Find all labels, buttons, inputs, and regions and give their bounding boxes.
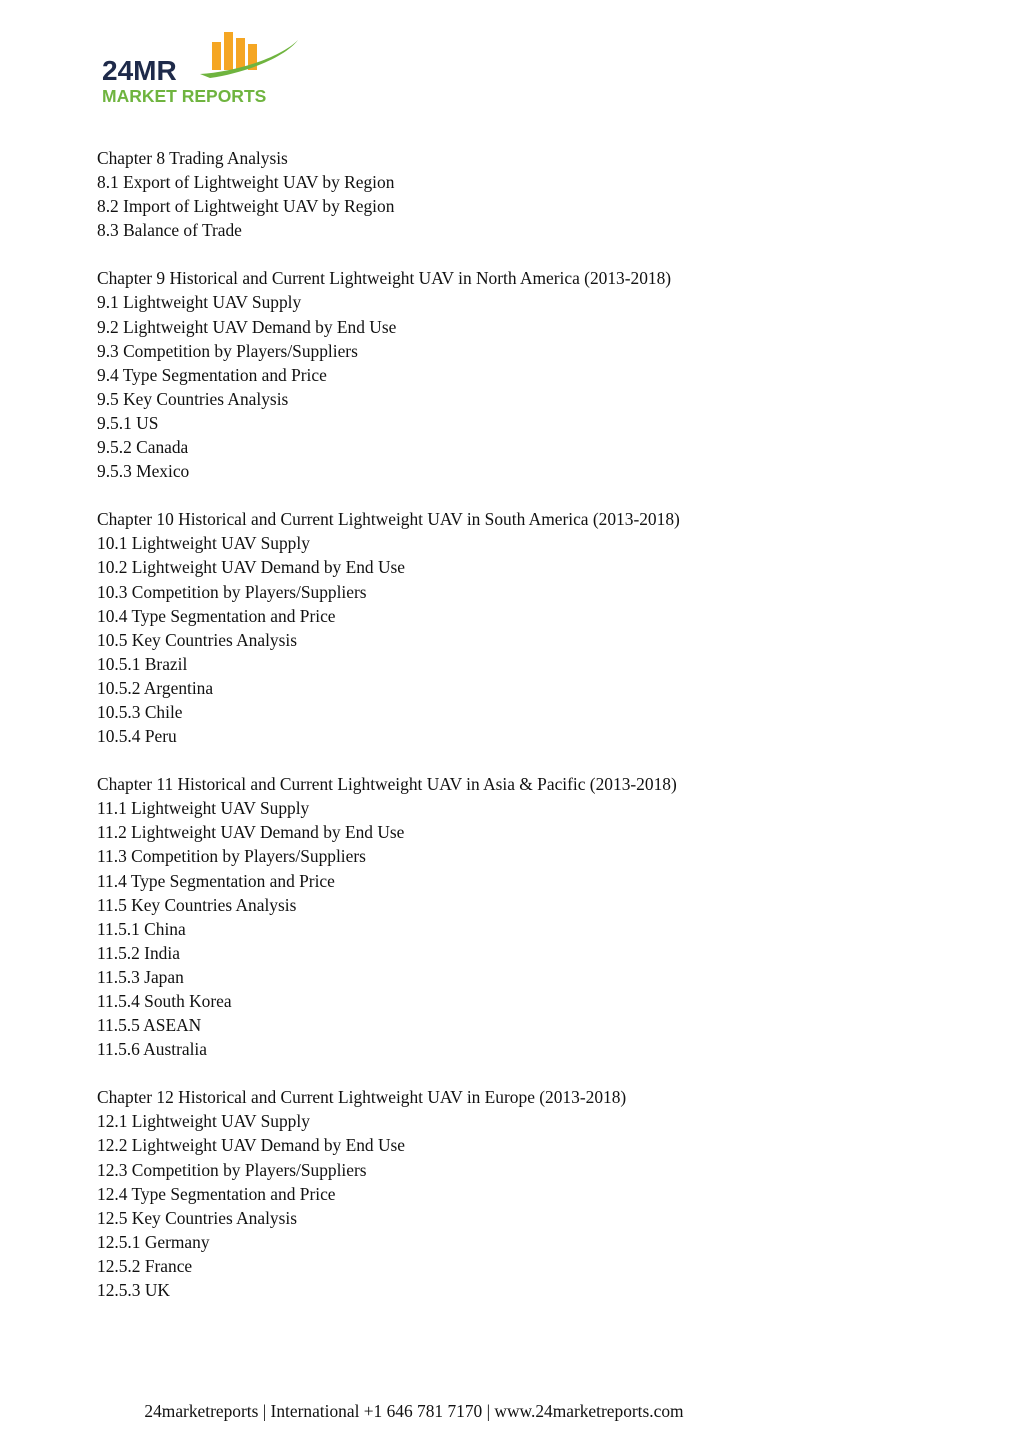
section-item: 9.2 Lightweight UAV Demand by End Use — [97, 316, 397, 337]
section-item: 8.3 Balance of Trade — [97, 220, 242, 241]
section-item: 11.5.3 Japan — [97, 966, 184, 987]
section-item: 12.5.2 France — [97, 1255, 193, 1276]
chapter-block — [97, 507, 957, 748]
section-item: 10.4 Type Segmentation and Price — [97, 605, 336, 626]
page-footer: 24marketreports | International +1 646 781 7170 | www.24marketreports.com — [144, 1401, 684, 1421]
chapter-title: Chapter 10 Historical and Current Lightweight UAV in South America (2013-2018) — [97, 509, 680, 530]
chapter-block — [97, 1085, 957, 1302]
section-item: 8.2 Import of Lightweight UAV by Region — [97, 196, 395, 217]
chapter-block — [97, 266, 957, 483]
company-logo — [100, 28, 310, 110]
section-item: 9.5.2 Canada — [97, 437, 189, 458]
logo-top-text: 24MR — [102, 55, 177, 86]
section-item: 12.3 Competition by Players/Suppliers — [97, 1159, 367, 1180]
section-item: 12.5.1 Germany — [97, 1231, 210, 1252]
section-item: 10.5.1 Brazil — [97, 653, 188, 674]
logo-bar-3 — [236, 38, 245, 70]
section-item: 10.5.3 Chile — [97, 701, 183, 722]
section-item: 10.1 Lightweight UAV Supply — [97, 533, 310, 554]
section-item: 9.4 Type Segmentation and Price — [97, 364, 327, 385]
section-item: 10.5.4 Peru — [97, 726, 177, 747]
section-item: 11.2 Lightweight UAV Demand by End Use — [97, 822, 405, 843]
section-item: 8.1 Export of Lightweight UAV by Region — [97, 172, 395, 193]
chapter-title: Chapter 9 Historical and Current Lightweight UAV in North America (2013-2018) — [97, 268, 672, 289]
section-item: 10.5 Key Countries Analysis — [97, 629, 297, 650]
section-item: 12.5.3 UK — [97, 1280, 170, 1301]
chapter-title: Chapter 11 Historical and Current Lightweight UAV in Asia & Pacific (2013-2018) — [97, 774, 677, 795]
section-item: 9.3 Competition by Players/Suppliers — [97, 340, 358, 361]
section-item: 12.5 Key Countries Analysis — [97, 1207, 297, 1228]
section-item: 11.4 Type Segmentation and Price — [97, 870, 335, 891]
section-item: 11.5.1 China — [97, 918, 186, 939]
section-item: 12.4 Type Segmentation and Price — [97, 1183, 336, 1204]
section-item: 11.5.2 India — [97, 942, 180, 963]
section-item: 9.5 Key Countries Analysis — [97, 388, 289, 409]
section-item: 9.5.1 US — [97, 412, 159, 433]
chapter-title: Chapter 8 Trading Analysis — [97, 148, 288, 168]
chapter-title: Chapter 12 Historical and Current Lightweight UAV in Europe (2013-2018) — [97, 1087, 627, 1108]
section-item: 12.2 Lightweight UAV Demand by End Use — [97, 1135, 406, 1156]
section-item: 12.1 Lightweight UAV Supply — [97, 1111, 310, 1132]
logo-graphic — [100, 28, 310, 110]
logo-bar-1 — [212, 42, 221, 70]
logo-bottom-text: MARKET REPORTS — [102, 86, 267, 106]
section-item: 11.5.6 Australia — [97, 1039, 207, 1060]
logo-bar-2 — [224, 32, 233, 70]
chapter-block — [97, 772, 957, 1061]
table-of-contents — [97, 146, 957, 1326]
chapter-block — [97, 146, 957, 242]
section-item: 10.5.2 Argentina — [97, 677, 214, 698]
section-item: 11.5.4 South Korea — [97, 991, 232, 1011]
section-item: 11.1 Lightweight UAV Supply — [97, 798, 310, 819]
section-item: 9.5.3 Mexico — [97, 461, 190, 482]
section-item: 11.3 Competition by Players/Suppliers — [97, 846, 366, 867]
section-item: 11.5.5 ASEAN — [97, 1015, 202, 1036]
section-item: 10.3 Competition by Players/Suppliers — [97, 581, 367, 602]
section-item: 9.1 Lightweight UAV Supply — [97, 292, 302, 313]
section-item: 11.5 Key Countries Analysis — [97, 894, 297, 915]
section-item: 10.2 Lightweight UAV Demand by End Use — [97, 557, 406, 578]
